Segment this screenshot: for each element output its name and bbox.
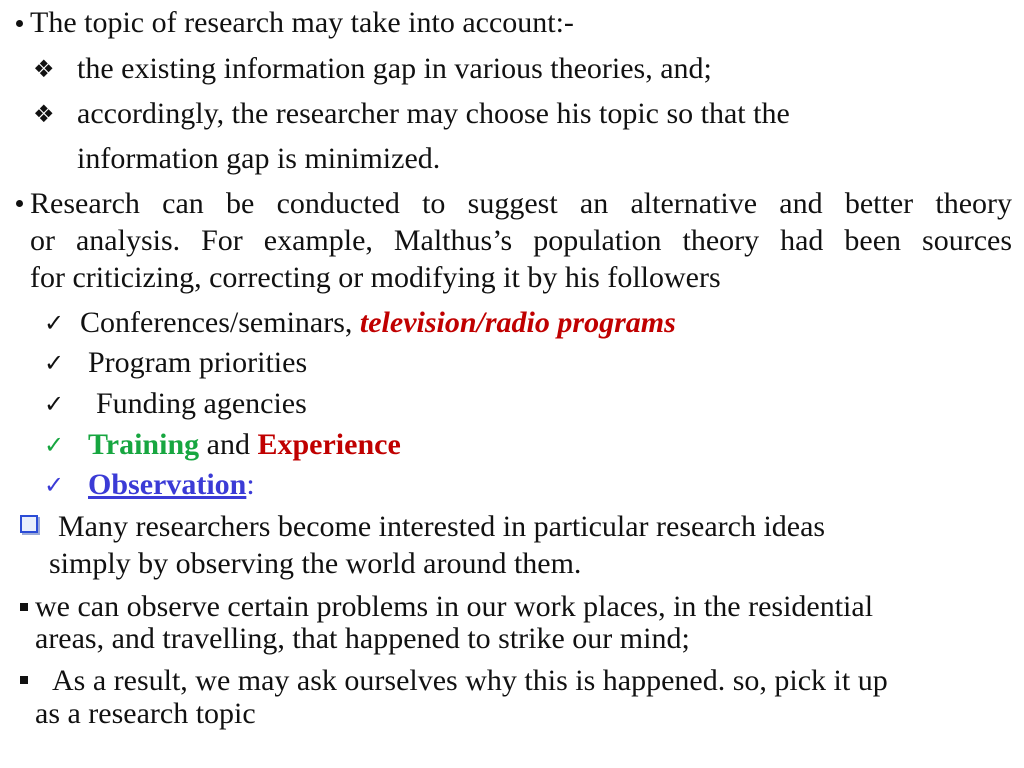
highlight-text: television/radio programs	[359, 306, 676, 339]
observation-text: Observation	[88, 468, 247, 501]
experience-text: Experience	[257, 428, 401, 461]
diamond-bullet-icon: ❖	[33, 100, 55, 128]
and-text: and	[199, 428, 258, 461]
check-item	[88, 427, 401, 463]
box-bullet-text-continued: simply by observing the world around them.	[49, 547, 582, 580]
checkbox-bullet-icon	[20, 515, 38, 533]
bullet-dot	[16, 20, 23, 27]
sub-bullet-text: accordingly, the researcher may choose his topic so that the	[77, 97, 790, 130]
paragraph-line: or analysis. For example, Malthus’s population theory had been sources	[30, 224, 1012, 257]
check-item	[88, 467, 255, 503]
bullet-dot	[16, 200, 23, 207]
check-item: Funding agencies	[96, 387, 307, 420]
diamond-bullet-icon: ❖	[33, 55, 55, 83]
training-text: Training	[88, 428, 200, 461]
check-item-text: Conferences/seminars,	[80, 306, 360, 339]
paragraph-line: for criticizing, correcting or modifying it by his followers	[30, 261, 721, 294]
checkmark-icon: ✓	[44, 390, 65, 418]
square-bullet-icon	[20, 676, 28, 684]
square-bullet-text: As a result, we may ask ourselves why this is happened. so, pick it up	[52, 664, 888, 697]
bullet-text: The topic of research may take into account:-	[30, 6, 574, 39]
sub-bullet-text: the existing information gap in various theories, and;	[77, 52, 712, 85]
checkmark-icon: ✓	[44, 309, 65, 337]
observation-colon: :	[246, 468, 255, 501]
paragraph-line: Research can be conducted to suggest an alternative and better theory	[30, 187, 1012, 220]
check-item: Program priorities	[88, 346, 308, 379]
box-bullet-text: Many researchers become interested in particular research ideas	[58, 510, 826, 543]
checkmark-icon: ✓	[44, 349, 65, 377]
square-bullet-text: we can observe certain problems in our work places, in the residential	[35, 590, 874, 623]
square-bullet-text-continued: areas, and travelling, that happened to strike our mind;	[35, 622, 690, 655]
check-item	[80, 305, 676, 341]
checkmark-icon: ✓	[44, 431, 65, 459]
sub-bullet-text-continued: information gap is minimized.	[77, 142, 441, 175]
square-bullet-text-continued: as a research topic	[35, 697, 256, 730]
checkmark-icon: ✓	[44, 471, 65, 499]
square-bullet-icon	[20, 603, 28, 611]
